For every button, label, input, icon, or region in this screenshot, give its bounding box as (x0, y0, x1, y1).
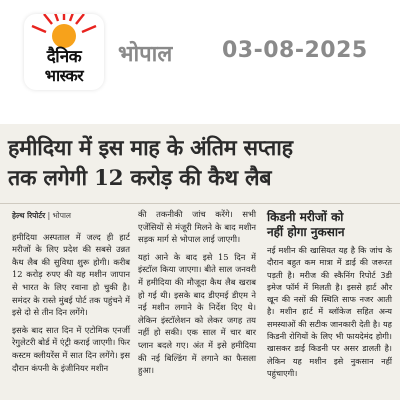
headline-divider (0, 203, 400, 204)
sidebar-title (267, 210, 392, 240)
dainik-bhaskar-logo[interactable] (24, 14, 104, 90)
sidebar-box (267, 210, 392, 379)
column-2-paragraph-1: की तकनीकी जांच करेंगे। सभी एजेंसियों से मंजूरी मिलने के बाद मशीन सड़क मार्ग से भोपाल लाई जाएगी। (138, 209, 256, 245)
headline-line-2: तक लगेगी 12 करोड़ की कैथ लैब (8, 166, 272, 191)
article-headline (8, 134, 392, 194)
edition-date: 03-08-2025 (222, 38, 368, 63)
column-1-paragraph-1: हमीदिया अस्पताल में जल्द ही हार्ट मरीजों के लिए प्रदेश की सबसे उन्नत कैथ लैब की सुविधा शुरू होगी। करीब 12 करोड़ रुपए की यह मशीन जापान से भारत के लिए रवाना हो चुकी है। समंदर के रास्ते मुंबई पोर्ट तक पहुंचने में इसे दो से तीन दिन लगेंगे। (12, 231, 130, 318)
logo-text-line1: दैनिक (46, 47, 82, 67)
byline: हेल्थ रिपोर्टर | भोपाल (12, 211, 72, 220)
edition-city: भोपाल (118, 42, 173, 67)
byline-name: हेल्थ रिपोर्टर (12, 211, 46, 220)
column-1-paragraph-2: इसके बाद सात दिन में एटोमिक एनर्जी रेगुलेटरी बोर्ड में एंट्री कराई जाएगी। फिर कस्टम क्लीयरेंस में सात दिन लगेंगे। इस दौरान कंपनी के इंजीनियर मशीन (12, 324, 130, 373)
headline-line-1: हमीदिया में इस माह के अंतिम सप्ताह (8, 136, 293, 161)
article-column-1 (12, 210, 130, 379)
newspaper-clipping (0, 124, 400, 400)
byline-city: भोपाल (52, 211, 72, 220)
sidebar-text: नई मशीन की खासियत यह है कि जांच के दौरान बहुत कम मात्रा में डाई की जरूरत पड़ती है। मरीज की स्कैनिंग रिपोर्ट 3डी इमेज फॉर्म में मिलती है। इससे हार्ट और खून की नसों की स्थिति साफ नजर आती है। मशीन हार्ट में ब्लॉकेज सहित अन्य समस्याओं की सटीक जानकारी देती है। यह किडनी रोगियों के लिए भी फायदेमंद होगी। खासकर डाई किडनी पर असर डालती है। लेकिन यह मशीन इसे नुकसान नहीं पहुंचाएगी। (267, 245, 392, 378)
sidebar-title-line-2: नहीं होगा नुकसान (267, 225, 345, 239)
logo-text-line2: भास्कर (44, 66, 84, 85)
article-column-2 (138, 208, 256, 382)
app-header (0, 0, 400, 100)
column-2-paragraph-2: यहां आने के बाद इसे 15 दिन में इंस्टॉल किया जाएगा। बीते साल जनवरी में हमीदिया की मौजूदा कैथ लैब खराब हो गई थी। इसके बाद डीएमई डीएम ने नई मशीन लगाने के निर्देश दिए थे। लेकिन इंस्टॉलेशन को लेकर जगह तय नहीं हो सकी। एक साल में चार बार प्लान बदले गए। अंत में इसे हमीदिया की नई बिल्डिंग में लगाने का फैसला हुआ। (138, 251, 256, 376)
sidebar-title-line-1: किडनी मरीजों को (267, 210, 344, 224)
